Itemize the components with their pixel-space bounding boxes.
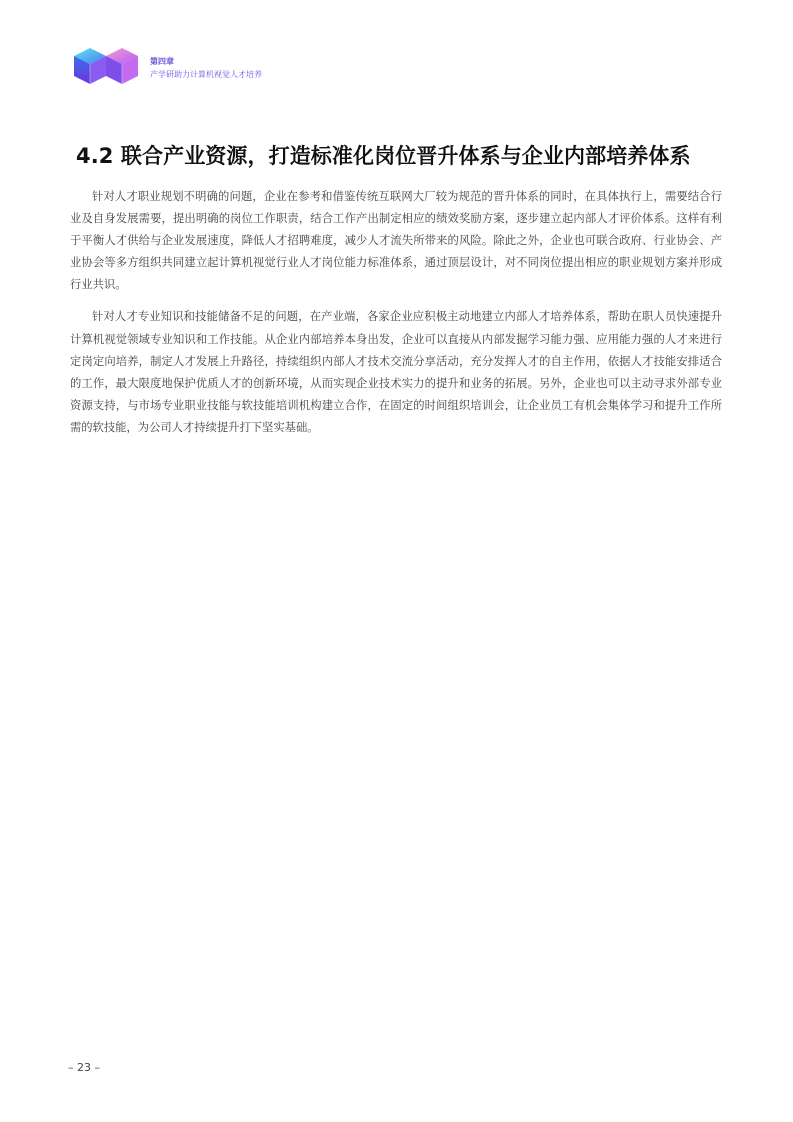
chapter-label: 第四章	[150, 57, 174, 66]
paragraph: 针对人才职业规划不明确的问题，企业在参考和借鉴传统互联网大厂较为规范的晋升体系的同时，在具体执行上，需要结合行业及自身发展需要，提出明确的岗位工作职责，结合工作产出制定相应的绩效奖励方案，逐步建立起内部人才评价体系。这样有利于平衡人才供给与企业发展速度，降低人才招聘难度，减少人才流失所带来的风险。除此之外，企业也可联合政府、行业协会、产业协会等多方组织共同建立起计算机视觉行业人才岗位能力标准体系，通过顶层设计，对不同岗位提出相应的职业规划方案并形成行业共识。	[70, 190, 722, 292]
body-text	[70, 186, 722, 449]
page-header	[70, 44, 370, 94]
chapter-subtitle: 产学研助力计算机视觉人才培养	[150, 70, 262, 79]
section-title: 4.2 联合产业资源，打造标准化岗位晋升体系与企业内部培养体系	[76, 144, 691, 168]
two-cubes-icon	[70, 44, 148, 94]
page-number: – 23 –	[68, 1061, 100, 1074]
paragraph: 针对人才专业知识和技能储备不足的问题，在产业端，各家企业应积极主动地建立内部人才培养体系，帮助在职人员快速提升计算机视觉领域专业知识和工作技能。从企业内部培养本身出发，企业可以直接从内部发掘学习能力强、应用能力强的人才来进行定岗定向培养，制定人才发展上升路径，持续组织内部人才技术交流分享活动，充分发挥人才的自主作用，依据人才技能安排适合的工作，最大限度地保护优质人才的创新环境，从而实现企业技术实力的提升和业务的拓展。另外，企业也可以主动寻求外部专业资源支持，与市场专业职业技能与软技能培训机构建立合作，在固定的时间组织培训会，让企业员工有机会集体学习和提升工作所需的软技能，为公司人才持续提升打下坚实基础。	[70, 310, 722, 434]
